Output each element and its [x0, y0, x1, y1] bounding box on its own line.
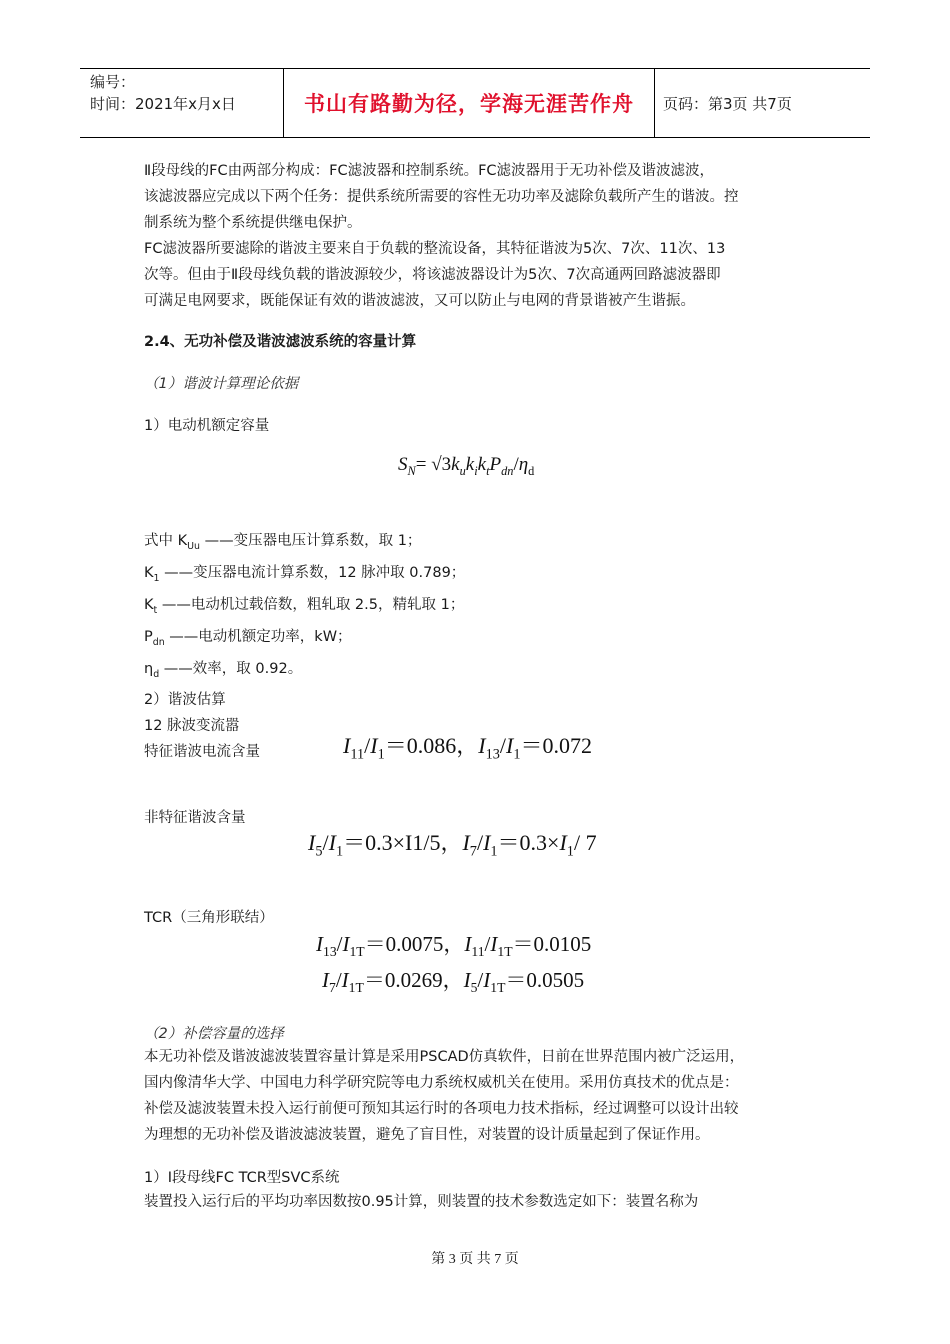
list-item: 1）电动机额定容量: [144, 418, 270, 434]
formula-rated-capacity: $S_N= √3k_uk_ik_tP_{dn}/\eta_d$: [398, 454, 535, 478]
formula-tcr-harmonics-1: $I_{13}/I_{1T}=0.0075$，$I_{11}/I_{1T}=0.0105$: [316, 932, 592, 960]
paragraph-pscad: [144, 1044, 744, 1148]
text-line: 本无功补偿及谐波滤波装置容量计算是采用PSCAD仿真软件，日前在世界范围内被广泛运用，: [144, 1049, 745, 1065]
text-line: 次等。但由于Ⅱ段母线负载的谐波源较少，将该滤波器设计为5次、7次高通两回路滤波器即: [144, 267, 721, 283]
paragraph-fc-description: [144, 158, 739, 314]
definition-line: $K_1$ ——变压器电流计算系数，12 脉冲取 0.789；: [144, 564, 466, 584]
text-line: 可满足电网要求，既能保证有效的谐波滤波，又可以防止与电网的背景谐被产生谐振。: [144, 293, 695, 309]
list-item: 1）I段母线FC TCR型SVC系统: [144, 1170, 340, 1186]
text-line: 为理想的无功补偿及谐波滤波装置，避免了盲目性，对装置的设计质量起到了保证作用。: [144, 1127, 710, 1143]
text-line: 12 脉波变流嚣: [144, 718, 240, 735]
text-line: 补偿及滤波装置未投入运行前便可预知其运行时的各项电力技术指标，经过调整可以设计出较: [144, 1101, 739, 1117]
text-line: 制系统为整个系统提供继电保护。: [144, 215, 362, 231]
text-line: 该滤波器应完成以下两个任务：提供系统所需要的容性无功功率及滤除负载所产生的谐波。控: [144, 189, 739, 205]
subsection-title: （1）谐波计算理论依据: [144, 376, 299, 392]
header-meta: [80, 69, 283, 137]
text-line: TCR（三角形联结）: [144, 910, 274, 926]
formula-characteristic-harmonics: $I_{11}/I_1=0.086$，$I_{13}/I_1=0.072$: [343, 733, 592, 763]
formula-tcr-harmonics-2: $I_7/I_{1T}=0.0269$，$I_5/I_{1T}=0.0505$: [322, 968, 585, 996]
definition-line: $K_t$ ——电动机过载倍数，粗轧取 2.5，精轧取 1；: [144, 596, 465, 616]
text-line: 2）谐波估算: [144, 692, 226, 709]
definition-line: $\eta_d$ ——效率，取 0.92。: [144, 660, 303, 680]
header-page-info: 页码：第3页 共7页: [663, 94, 792, 113]
page-header: [80, 68, 870, 138]
subsection-title: （2）补偿容量的选择: [144, 1026, 284, 1042]
document-number-label: 编号：: [90, 73, 136, 91]
text-line: 国内像清华大学、中国电力科学研究院等电力系统权威机关在使用。采用仿真技术的优点是：: [144, 1075, 739, 1091]
text-line: 非特征谐波含量: [144, 810, 246, 826]
text-line: 特征谐波电流含量: [144, 744, 260, 761]
text-line: FC滤波器所要滤除的谐波主要来自于负载的整流设备，其特征谐波为5次、7次、11次、13: [144, 241, 726, 257]
header-motto: 书山有路勤为径，学海无涯苦作舟: [283, 69, 655, 137]
definition-line: 式中 $K_{Uu}$ ——变压器电压计算系数，取 1；: [144, 533, 422, 552]
formula-noncharacteristic-harmonics: $I_5/I_1=0.3\times I1/5$，$I_7/I_1=0.3\times I_1/$ 7: [308, 830, 597, 860]
page-footer: 第 3 页 共 7 页: [431, 1252, 519, 1267]
text-line: Ⅱ段母线的FC由两部分构成：FC滤波器和控制系统。FC滤波器用于无功补偿及谐波滤波，: [144, 163, 715, 179]
section-title: 2.4、无功补偿及谐波滤波系统的容量计算: [144, 334, 417, 350]
text-line: 装置投入运行后的平均功率因数按0.95计算，则装置的技术参数选定如下：装置名称为: [144, 1194, 699, 1210]
definition-line: $P_{dn}$ ——电动机额定功率，kW；: [144, 628, 352, 648]
document-date: 时间：2021年x月x日: [90, 95, 236, 113]
